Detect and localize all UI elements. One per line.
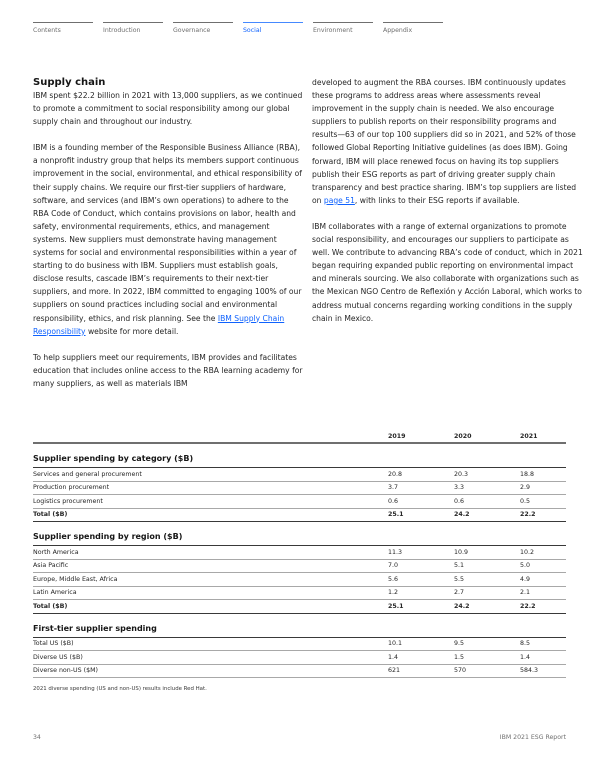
row-label: Total US ($B)	[33, 640, 74, 648]
paragraph-rba-text: IBM is a founding member of the Responsible Business Alliance (RBA), a nonprofit industry group that helps its members support continuous improvement in the social, environmental, and ethical responsibility of their supply chains. We require our first-tier suppliers of hardware, software, and services (and IBM’s own operations) to adhere to the RBA Code of Conduct, which contains provisions on labor, health and safety, environmental requirements, ethics, and management systems. New suppliers must demonstrate having management systems for social and environmental responsibilities within a year of starting to do business with IBM. Suppliers must establish goals, disclose results, cascade IBM’s requirements to their next-tier suppliers, and more. In 2022, IBM committed to engaging 100% of our suppliers on sound practices including social and environmental responsibility, ethics, and risk planning. See the	[33, 143, 302, 323]
section-title: Supply chain	[33, 77, 106, 88]
row-value: 2.9	[520, 484, 531, 492]
left-column	[33, 76, 305, 403]
row-value: 570	[454, 667, 467, 675]
table-total-row	[33, 600, 566, 614]
row-value: 621	[388, 667, 401, 675]
row-value: 22.2	[520, 602, 536, 610]
row-value: 25.1	[388, 602, 404, 610]
table-row	[33, 665, 566, 679]
row-value: 22.2	[520, 511, 536, 519]
row-value: 584.3	[520, 667, 539, 675]
paragraph-rba-tail: website for more detail.	[85, 326, 179, 336]
table-row	[33, 587, 566, 601]
row-value: 2.7	[454, 589, 465, 597]
paragraph-programs-text: developed to augment the RBA courses. IBM continuously updates these programs to address areas where assessments reveal improvement in the supply chain is needed. We also encourage suppliers to publish reports on their responsibility programs and results—63 of our top 100 suppliers did so in 2021, and 52% of those followed Global Reporting Initiative guidelines (as does IBM). Going forward, IBM will place renewed focus on having its top suppliers publish their ESG reports as part of driving greater supply chain transparency and best practice sharing. IBM’s top suppliers are listed on	[312, 78, 577, 205]
row-value: 24.2	[454, 602, 470, 610]
table-total-row	[33, 509, 566, 523]
row-value: 24.2	[454, 511, 470, 519]
nav-tab-appendix[interactable]: Appendix	[383, 22, 443, 34]
table-row	[33, 573, 566, 587]
table-header	[33, 428, 566, 444]
paragraph-rba	[33, 141, 305, 337]
nav-tab-contents[interactable]: Contents	[33, 22, 93, 34]
table-group-title: Supplier spending by region ($B)	[33, 522, 566, 546]
row-value: 18.8	[520, 470, 535, 478]
row-label: Total ($B)	[33, 602, 68, 610]
row-value: 3.7	[388, 484, 399, 492]
row-value: 0.6	[388, 497, 399, 505]
page-51-link[interactable]: page 51	[323, 195, 355, 205]
row-label: Europe, Middle East, Africa	[33, 575, 118, 583]
row-value: 1.4	[388, 653, 399, 661]
row-value: 1.2	[388, 589, 399, 597]
nav-tab-environment[interactable]: Environment	[313, 22, 373, 34]
row-value: 10.9	[454, 548, 469, 556]
row-label: Diverse US ($B)	[33, 653, 83, 661]
row-value: 1.4	[520, 653, 531, 661]
row-value: 9.5	[454, 640, 465, 648]
row-label: Diverse non-US ($M)	[33, 667, 99, 675]
table-row	[33, 546, 566, 560]
paragraph-intro: IBM spent $22.2 billion in 2021 with 13,000 suppliers, as we continued to promote a commitment to social responsibility among our global supply chain and throughout our industry.	[33, 91, 303, 127]
paragraph-collaboration: IBM collaborates with a range of external organizations to promote social responsibility, and encourages our suppliers to participate as well. We contribute to advancing RBA’s code of conduct, which in 2021 began requiring expanded public reporting on environmental impact and minerals sourcing. We also collaborate with organizations such as the Mexican NGO Centro de Reflexión y Acción Laboral, which works to address mutual concerns regarding working conditions in the supply chain in Mexico.	[312, 221, 583, 323]
row-value: 20.8	[388, 470, 403, 478]
row-value: 5.6	[388, 575, 399, 583]
row-label: Production procurement	[33, 484, 110, 492]
row-label: Latin America	[33, 589, 77, 597]
row-value: 2.1	[520, 589, 531, 597]
row-value: 4.9	[520, 575, 531, 583]
nav-tab-introduction[interactable]: Introduction	[103, 22, 163, 34]
row-value: 10.2	[520, 548, 535, 556]
row-value: 11.3	[388, 548, 403, 556]
right-column	[312, 76, 584, 338]
year-header: 2020	[454, 433, 472, 440]
row-value: 7.0	[388, 562, 399, 570]
row-value: 5.0	[520, 562, 531, 570]
table-footnote: 2021 diverse spending (US and non-US) results include Red Hat.	[33, 686, 207, 692]
table-row	[33, 560, 566, 574]
row-value: 25.1	[388, 511, 404, 519]
page-number: 34	[33, 734, 41, 741]
supply-chain-responsibility-link[interactable]: IBM Supply Chain Responsibility	[33, 313, 285, 336]
paragraph-programs-tail: , with links to their ESG reports if available.	[354, 195, 520, 205]
table-group-title: First-tier supplier spending	[33, 614, 566, 638]
row-value: 3.3	[454, 484, 465, 492]
row-label: Asia Pacific	[33, 562, 69, 570]
row-value: 20.3	[454, 470, 469, 478]
year-header: 2021	[520, 433, 538, 440]
nav-tab-governance[interactable]: Governance	[173, 22, 233, 34]
row-value: 0.5	[520, 497, 531, 505]
report-title: IBM 2021 ESG Report	[499, 734, 566, 741]
row-value: 8.5	[520, 640, 531, 648]
row-value: 1.5	[454, 653, 465, 661]
supplier-spending-table	[33, 428, 566, 692]
row-value: 5.5	[454, 575, 465, 583]
table-body	[33, 444, 566, 678]
row-value: 5.1	[454, 562, 465, 570]
paragraph-education: To help suppliers meet our requirements, IBM provides and facilitates education that includes online access to the RBA learning academy for many suppliers, as well as materials IBM	[33, 352, 303, 388]
table-row	[33, 638, 566, 652]
year-header: 2019	[388, 433, 406, 440]
row-value: 0.6	[454, 497, 465, 505]
row-value: 10.1	[388, 640, 403, 648]
table-row	[33, 651, 566, 665]
row-label: Logistics procurement	[33, 497, 103, 505]
table-group-title: Supplier spending by category ($B)	[33, 444, 566, 468]
row-label: Total ($B)	[33, 511, 68, 519]
nav-tab-social[interactable]: Social	[243, 22, 303, 34]
row-label: North America	[33, 548, 79, 556]
section-nav	[33, 22, 453, 34]
table-row	[33, 495, 566, 509]
paragraph-programs	[312, 76, 584, 207]
table-row	[33, 468, 566, 482]
row-label: Services and general procurement	[33, 470, 142, 478]
table-row	[33, 482, 566, 496]
